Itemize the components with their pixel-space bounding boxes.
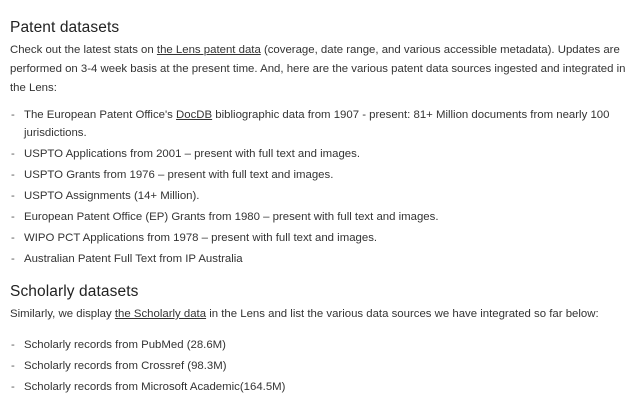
lens-patent-data-link[interactable]: the Lens patent data — [156, 44, 261, 56]
list-item — [10, 208, 630, 226]
patent-datasets-heading: Patent datasets — [10, 19, 120, 36]
bullet-icon: - — [11, 190, 15, 202]
list-item — [10, 229, 630, 247]
list-item-text: USPTO Grants from 1976 – present with full text and images. — [24, 169, 334, 181]
list-item — [10, 378, 630, 396]
patent-intro-text-end: (coverage, date range, and various accessible metadata). Updates are performed on 3-4 week basis at the present time. And, here are the various patent data sources ingested and integrated in the Lens: — [10, 44, 626, 94]
scholarly-data-link[interactable]: the Scholarly data — [114, 308, 207, 320]
list-item — [10, 145, 630, 163]
bullet-icon: - — [11, 211, 15, 223]
list-item — [10, 336, 630, 354]
list-item — [10, 166, 630, 184]
list-item-text: WIPO PCT Applications from 1978 – present with full text and images. — [24, 232, 378, 244]
list-item-text: USPTO Applications from 2001 – present with full text and images. — [24, 148, 360, 160]
list-item-text-start: The European Patent Office's — [24, 109, 177, 121]
docdb-link[interactable]: DocDB — [176, 109, 213, 121]
scholarly-intro-text-end: in the Lens and list the various data sources we have integrated so far below: — [206, 308, 599, 320]
list-item — [10, 357, 630, 375]
list-item-text: USPTO Assignments (14+ Million). — [24, 190, 200, 202]
bullet-icon: - — [11, 253, 15, 265]
list-item-text-end: bibliographic data from 1907 - present: 81+ Million documents from nearly 100 jurisdictions. — [24, 109, 610, 139]
bullet-icon: - — [11, 360, 15, 372]
list-item-text: Australian Patent Full Text from IP Australia — [24, 253, 243, 265]
list-item-docdb — [10, 106, 630, 142]
bullet-icon: - — [11, 381, 15, 393]
bullet-icon: - — [11, 339, 15, 351]
list-item — [10, 187, 630, 205]
list-item-text: Scholarly records from PubMed (28.6M) — [24, 339, 226, 351]
bullet-icon: - — [11, 232, 15, 244]
bullet-icon: - — [11, 169, 15, 181]
scholarly-datasets-heading: Scholarly datasets — [10, 283, 139, 300]
scholarly-intro-paragraph — [10, 305, 630, 324]
list-item — [10, 250, 630, 268]
patent-intro-paragraph — [10, 41, 630, 98]
list-item-text: Scholarly records from Microsoft Academic(164.5M) — [24, 381, 286, 393]
list-item-text: European Patent Office (EP) Grants from 1980 – present with full text and images. — [24, 211, 439, 223]
bullet-icon: - — [11, 148, 15, 160]
list-item-text: Scholarly records from Crossref (98.3M) — [24, 360, 227, 372]
bullet-icon: - — [11, 109, 15, 121]
patent-sources-list — [10, 106, 630, 268]
scholarly-intro-text-start: Similarly, we display — [10, 308, 115, 320]
patent-intro-text-start: Check out the latest stats on — [10, 44, 157, 56]
scholarly-sources-list — [10, 336, 630, 396]
article-content — [10, 0, 630, 399]
